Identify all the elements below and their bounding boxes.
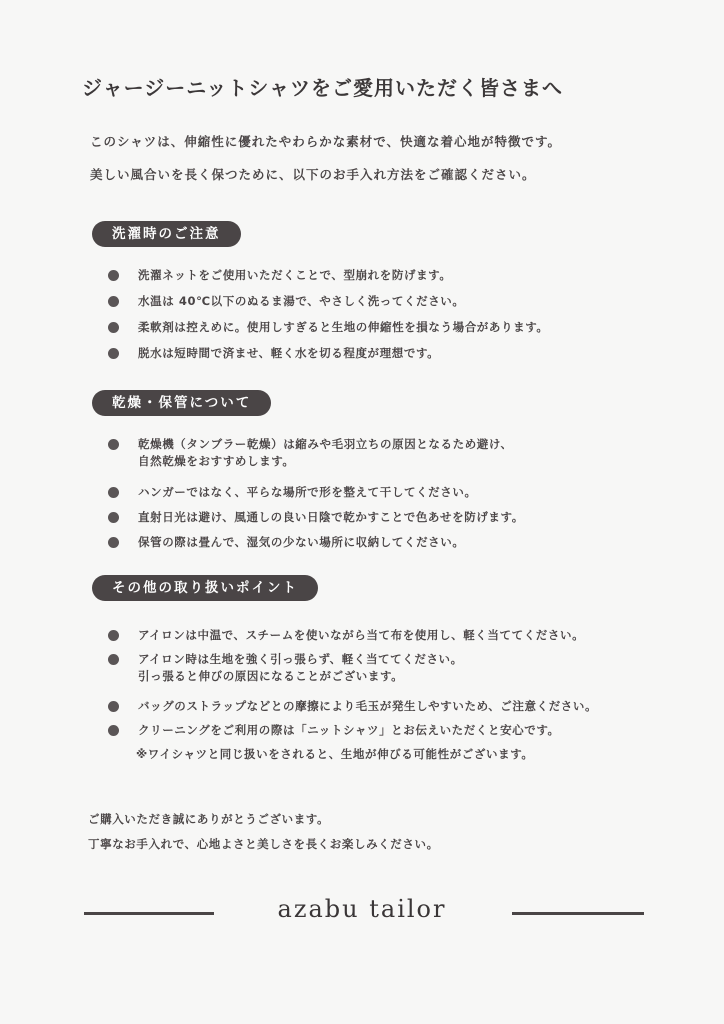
section-label-washing: 洗濯時のご注意 (92, 221, 241, 247)
bullet-icon (108, 348, 119, 359)
list-item-text: 直射日光は避け、風通しの良い日陰で乾かすことで色あせを防げます。 (138, 510, 524, 524)
divider-left (84, 912, 214, 915)
list-item-text: クリーニングをご利用の際は「ニットシャツ」とお伝えいただくと安心です。 (138, 723, 560, 737)
list-item-text: 脱水は短時間で済ませ、軽く水を切る程度が理想です。 (138, 346, 440, 360)
bullet-icon (108, 654, 119, 665)
bullet-icon (108, 630, 119, 641)
closing-line-1: ご購入いただき誠にありがとうございます。 (88, 812, 330, 826)
list-item-text: アイロンは中温で、スチームを使いながら当て布を使用し、軽く当ててください。 (138, 628, 585, 642)
bullet-icon (108, 512, 119, 523)
intro-line-2: 美しい風合いを長く保つために、以下のお手入れ方法をご確認ください。 (90, 167, 536, 182)
list-item-text: 洗濯ネットをご使用いただくことで、型崩れを防げます。 (138, 268, 452, 282)
divider-right (512, 912, 644, 915)
bullet-icon (108, 487, 119, 498)
bullet-icon (108, 439, 119, 450)
list-item-text: ハンガーではなく、平らな場所で形を整えて干してください。 (138, 485, 477, 499)
list-item-text: 乾燥機（タンブラー乾燥）は縮みや毛羽立ちの原因となるため避け、 自然乾燥をおすすめします。 (138, 437, 513, 468)
bullet-icon (108, 322, 119, 333)
bullet-icon (108, 725, 119, 736)
section-label-drying-storage: 乾燥・保管について (92, 390, 271, 416)
brand-logo-text: azabu tailor (277, 895, 447, 923)
footnote: ※ワイシャツと同じ扱いをされると、生地が伸びる可能性がございます。 (136, 747, 534, 761)
bullet-icon (108, 537, 119, 548)
page-title: ジャージーニットシャツをご愛用いただく皆さまへ (82, 76, 563, 100)
section-label-other-points: その他の取り扱いポイント (92, 575, 318, 601)
bullet-icon (108, 270, 119, 281)
list-item-text: 柔軟剤は控えめに。使用しすぎると生地の伸縮性を損なう場合があります。 (138, 320, 549, 334)
list-item-text: 保管の際は畳んで、湿気の少ない場所に収納してください。 (138, 535, 465, 549)
list-item-text: バッグのストラップなどとの摩擦により毛玉が発生しやすいため、ご注意ください。 (138, 699, 598, 713)
closing-line-2: 丁寧なお手入れで、心地よさと美しさを長くお楽しみください。 (88, 837, 439, 851)
list-item-text: アイロン時は生地を強く引っ張らず、軽く当ててください。 引っ張ると伸びの原因になることがございます。 (138, 652, 463, 683)
bullet-icon (108, 701, 119, 712)
list-item-text: 水温は 40℃以下のぬるま湯で、やさしく洗ってください。 (138, 294, 465, 308)
intro-line-1: このシャツは、伸縮性に優れたやわらかな素材で、快適な着心地が特徴です。 (90, 134, 562, 149)
bullet-icon (108, 296, 119, 307)
